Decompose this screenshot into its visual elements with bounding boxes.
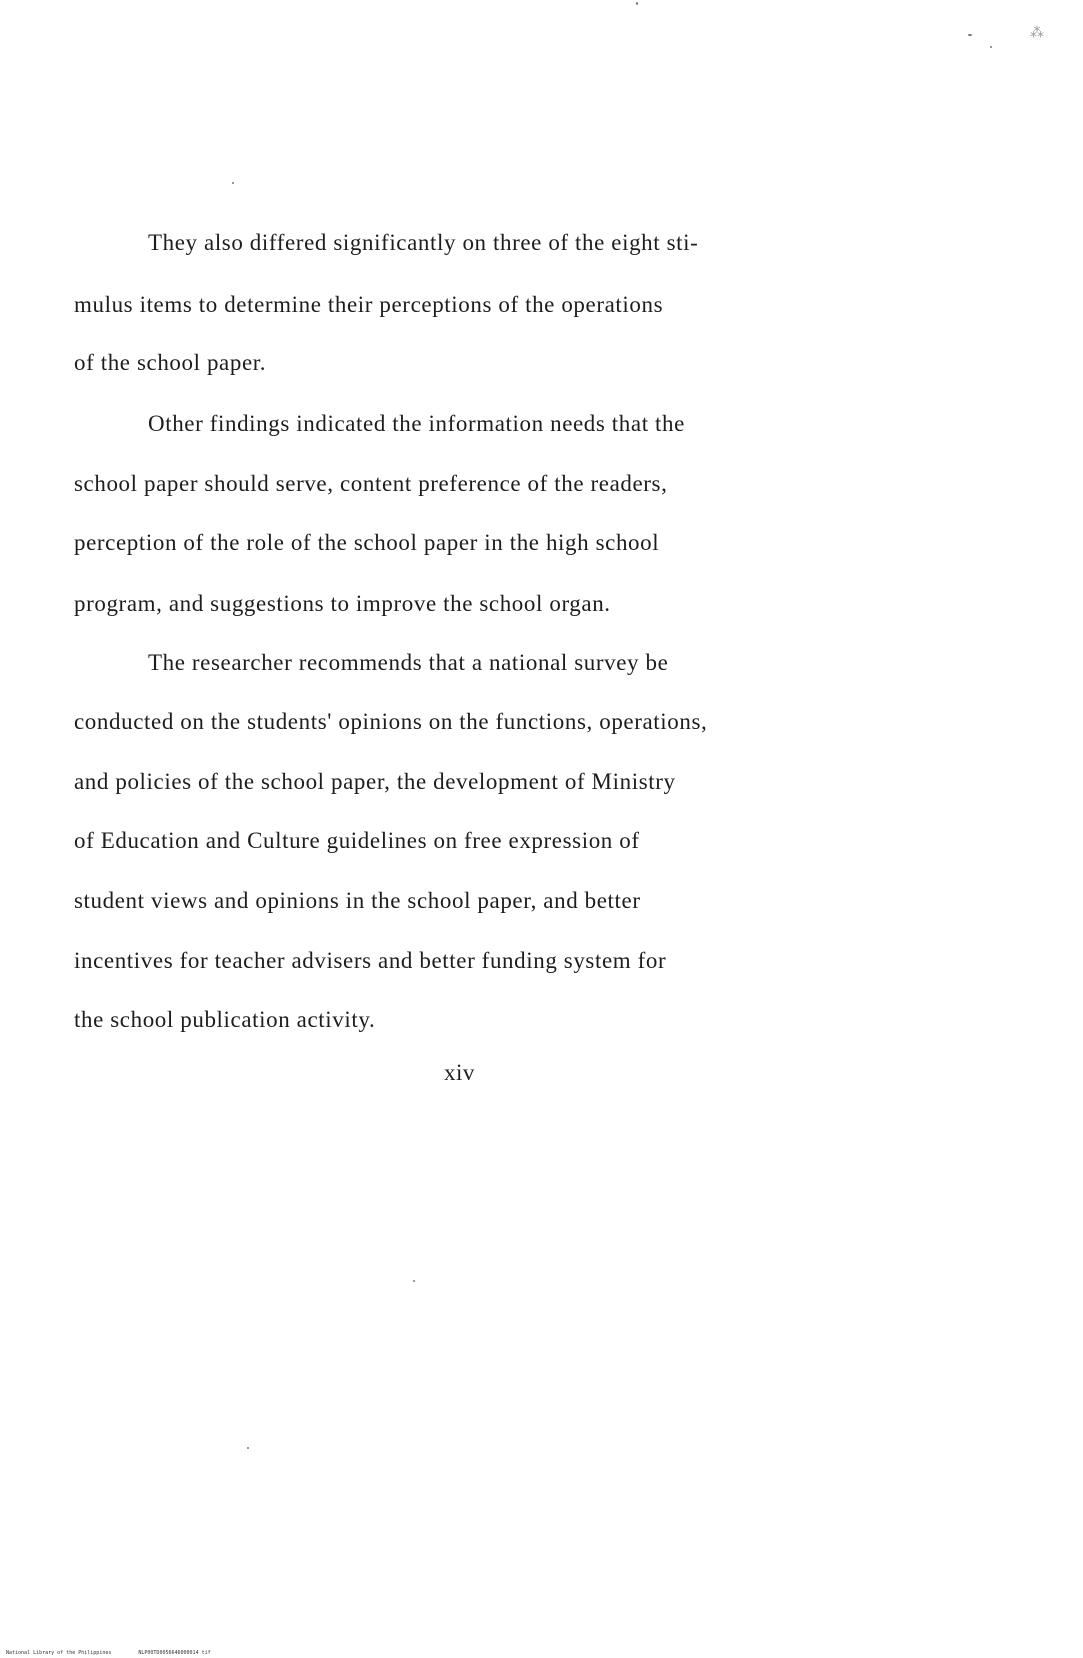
paragraph-1-line-1: They also differed significantly on three of the eight sti- bbox=[148, 230, 699, 255]
paragraph-2-line-3: perception of the role of the school paper in the high school bbox=[74, 530, 660, 555]
scan-speck bbox=[990, 46, 992, 48]
scan-speck bbox=[247, 1447, 249, 1449]
paragraph-2-line-4: program, and suggestions to improve the school organ. bbox=[74, 591, 611, 616]
paragraph-3-line-2: conducted on the students' opinions on the functions, operations, bbox=[74, 709, 708, 734]
paragraph-3-line-1: The researcher recommends that a national survey be bbox=[148, 650, 669, 675]
scan-mark: ⁂ bbox=[1030, 25, 1044, 41]
paragraph-2-line-1: Other findings indicated the information needs that the bbox=[148, 411, 685, 436]
scan-speck bbox=[968, 34, 972, 36]
paragraph-3-line-7: the school publication activity. bbox=[74, 1007, 376, 1032]
footer-library: National Library of the Philippines bbox=[6, 1650, 112, 1656]
scan-footer bbox=[6, 1650, 235, 1656]
paragraph-3-line-4: of Education and Culture guidelines on free expression of bbox=[74, 828, 640, 853]
paragraph-3-line-3: and policies of the school paper, the development of Ministry bbox=[74, 769, 676, 794]
scan-speck bbox=[413, 1280, 415, 1282]
paragraph-2-line-2: school paper should serve, content preference of the readers, bbox=[74, 471, 668, 496]
footer-file-id: NLP00TD0056646000014 tif bbox=[138, 1650, 211, 1656]
page-number: xiv bbox=[444, 1060, 475, 1085]
paragraph-1-line-3: of the school paper. bbox=[74, 350, 267, 375]
paragraph-3-line-6: incentives for teacher advisers and better funding system for bbox=[74, 948, 667, 973]
scan-speck bbox=[636, 2, 638, 5]
paragraph-3-line-5: student views and opinions in the school paper, and better bbox=[74, 888, 641, 913]
scan-speck bbox=[232, 182, 234, 184]
paragraph-1-line-2: mulus items to determine their perceptions of the operations bbox=[74, 292, 664, 317]
